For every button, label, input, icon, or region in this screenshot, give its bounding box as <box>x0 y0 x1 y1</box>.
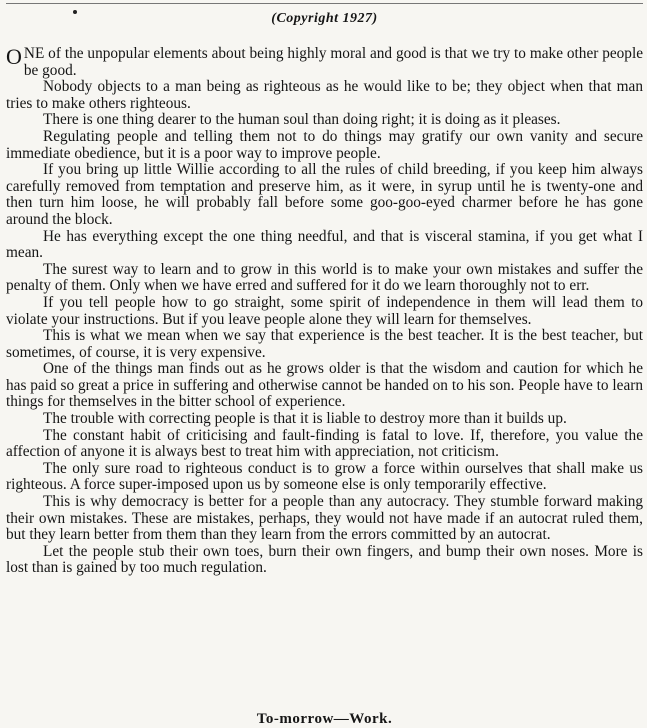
paragraph-1: O NE of the unpopular elements about being highly moral and good is that we try to make other people be good. <box>6 44 643 79</box>
paragraph-7: The surest way to learn and to grow in this world is to make your own mistakes and suffer the penalty of them. Only when we have erred and suffered for it do we learn thoroughly not to err. <box>6 260 643 295</box>
paragraph-2: Nobody objects to a man being as righteous as he would like to be; they object when that man tries to make others righteous. <box>6 78 643 112</box>
paragraph-4: Regulating people and telling them not to do things may gratify our own vanity and secure immediate obedience, but it is a poor way to improve people. <box>6 127 643 162</box>
paragraph-14: This is why democracy is better for a people than any autocracy. They stumble forward making their own mistakes. These are mistakes, perhaps, they would not have made if an autocrat ruled them, but they learn better from them than they learn from the errors committed by an autocrat. <box>6 493 643 544</box>
top-rule <box>6 3 643 4</box>
paragraph-9: This is what we mean when we say that experience is the best teacher. It is the best teacher, but sometimes, of course, it is very expensive. <box>6 327 643 361</box>
newspaper-clipping <box>6 0 643 727</box>
paragraph-10: One of the things man finds out as he grows older is that the wisdom and caution for which he has paid so great a price in suffering and otherwise cannot be handed on to his son. People have to learn things for themselves in the bitter school of experience. <box>6 360 643 411</box>
article-body <box>6 46 643 577</box>
paragraph-6: He has everything except the one thing needful, and that is visceral stamina, if you get what I mean. <box>6 227 643 262</box>
signoff-line: To-morrow—Work. <box>256 711 393 727</box>
paragraph-13: The only sure road to righteous conduct is to grow a force within ourselves that shall make us righteous. A force super-imposed upon us by someone else is only temporarily effective. <box>6 459 643 494</box>
paragraph-3: There is one thing dearer to the human soul than doing right; it is doing as it pleases. <box>43 111 561 129</box>
paragraph-15: Let the people stub their own toes, burn their own fingers, and bump their own noses. More is lost than is gained by too much regulation. <box>6 542 643 577</box>
copyright-line: (Copyright 1927) <box>271 11 378 26</box>
paragraph-8: If you tell people how to go straight, some spirit of independence in them will lead them to violate your instructions. But if you leave people alone they will learn for themselves. <box>6 293 643 328</box>
paragraph-11: The trouble with correcting people is that it is liable to destroy more than it builds up. <box>43 410 567 428</box>
paragraph-12: The constant habit of criticising and fault-finding is fatal to love. If, therefore, you value the affection of anyone it is always best to treat him with appreciation, not criticism. <box>6 426 643 461</box>
paragraph-5: If you bring up little Willie according to all the rules of child breeding, if you keep him always carefully removed from temptation and preserve him, as it were, in syrup until he is twenty-one and then turn him loose, he will probably fall before some goo-goo-eyed charmer before he has gone around the block. <box>6 161 643 228</box>
drop-cap: O <box>6 44 22 69</box>
